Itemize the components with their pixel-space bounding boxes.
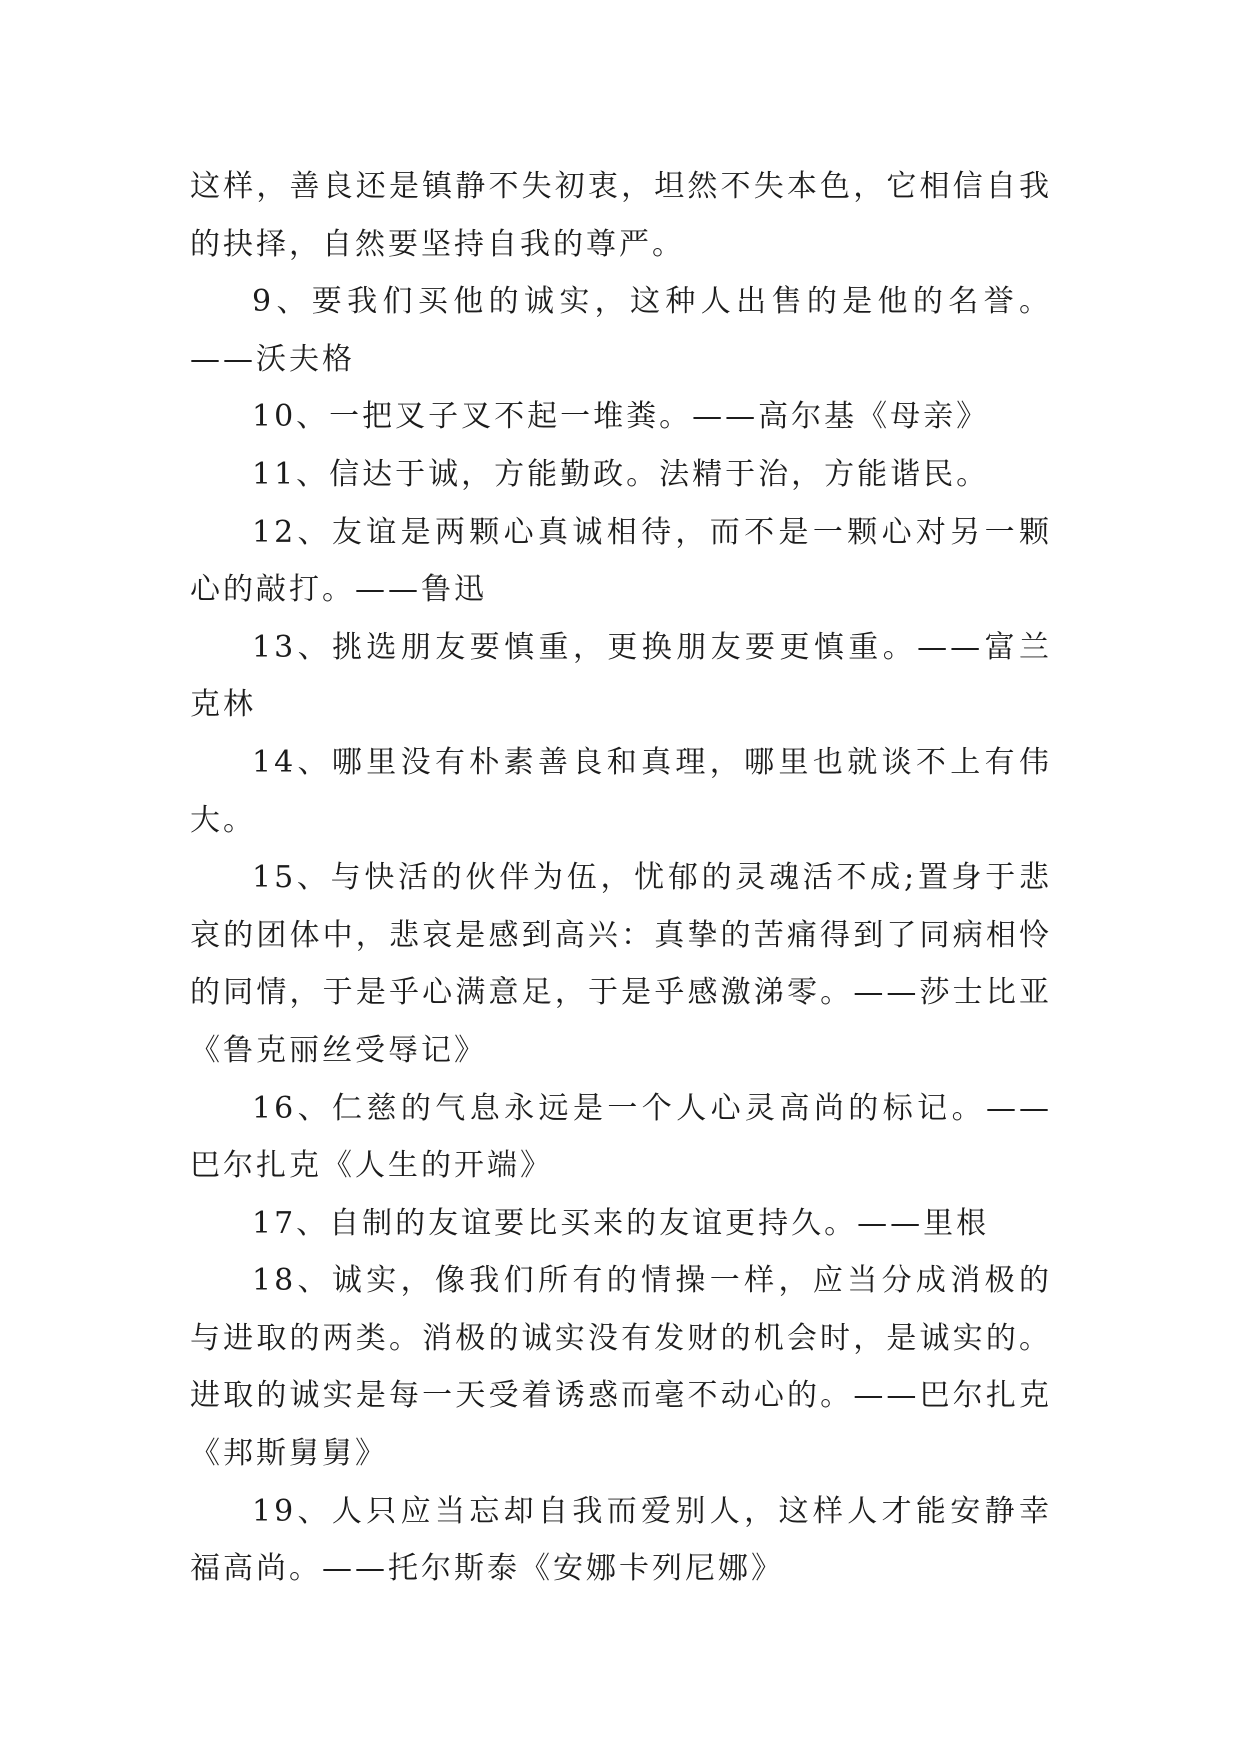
paragraph: 17、自制的友谊要比买来的友谊更持久。——里根	[252, 1205, 990, 1241]
paragraph: 19、人只应当忘却自我而爱别人，这样人才能安静幸福高尚。——托尔斯泰《安娜卡列尼娜》	[190, 1493, 1052, 1587]
paragraph: 12、友谊是两颗心真诚相待，而不是一颗心对另一颗心的敲打。——鲁迅	[190, 514, 1052, 608]
paragraph: 16、仁慈的气息永远是一个人心灵高尚的标记。——巴尔扎克《人生的开端》	[190, 1090, 1052, 1184]
paragraph: 15、与快活的伙伴为伍，忧郁的灵魂活不成;置身于悲哀的团体中，悲哀是感到高兴：真挚的苦痛得到了同病相怜的同情，于是乎心满意足，于是乎感激涕零。——莎士比亚《鲁克丽丝受辱记》	[190, 860, 1052, 1068]
document-body	[190, 158, 1052, 1598]
paragraph: 这样，善良还是镇静不失初衷，坦然不失本色，它相信自我的抉择，自然要坚持自我的尊严。	[190, 169, 1052, 262]
paragraph: 9、要我们买他的诚实，这种人出售的是他的名誉。——沃夫格	[190, 284, 1052, 377]
paragraph: 11、信达于诚，方能勤政。法精于治，方能谐民。	[252, 456, 990, 492]
paragraph: 13、挑选朋友要慎重，更换朋友要更慎重。——富兰克林	[190, 629, 1052, 723]
paragraph: 14、哪里没有朴素善良和真理，哪里也就谈不上有伟大。	[190, 744, 1052, 838]
paragraph: 18、诚实，像我们所有的情操一样，应当分成消极的与进取的两类。消极的诚实没有发财的机会时，是诚实的。进取的诚实是每一天受着诱惑而毫不动心的。——巴尔扎克《邦斯舅舅》	[190, 1263, 1052, 1472]
paragraph: 10、一把叉子叉不起一堆粪。——高尔基《母亲》	[252, 399, 990, 435]
